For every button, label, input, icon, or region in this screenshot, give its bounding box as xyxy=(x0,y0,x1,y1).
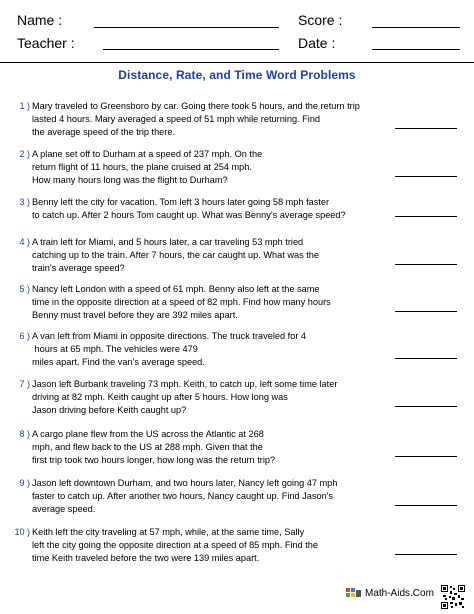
problem-text xyxy=(32,148,387,187)
problem-line: A plane set off to Durham at a speed of 237 mph. On the xyxy=(32,149,263,159)
problem-line: train's average speed? xyxy=(32,263,125,273)
footer-brand xyxy=(346,586,434,600)
problem-line: left the city going the opposite direction at a speed of 85 mph. Find the xyxy=(32,540,319,550)
problem-line: Nancy left London with a speed of 61 mph. Benny also left at the same xyxy=(32,284,320,294)
problem-text xyxy=(32,330,387,369)
problem-line: average speed. xyxy=(32,504,96,514)
problem-text xyxy=(32,196,387,222)
date-label: Date : xyxy=(298,35,336,51)
problem-line: Mary traveled to Greensboro by car. Going there took 5 hours, and the return trip xyxy=(32,101,360,111)
brand-text: Math-Aids.Com xyxy=(365,587,434,599)
problem-line: A cargo plane flew from the US across the Atlantic at 268 xyxy=(32,429,264,439)
answer-line[interactable] xyxy=(395,358,457,359)
name-label: Name : xyxy=(17,12,63,28)
problem-text xyxy=(32,378,387,417)
answer-line[interactable] xyxy=(395,216,457,217)
problem-line: Jason left downtown Durham, and two hours later, Nancy left going 47 mph xyxy=(32,478,338,488)
problem-line: mph, and flew back to the US at 288 mph. Given that the xyxy=(32,442,263,452)
problem-line: time in the opposite direction at a speed of 82 mph. Find how many hours xyxy=(32,297,331,307)
problem-number: 6 ) xyxy=(19,331,30,341)
problem-line: first trip took two hours longer, how long was the return trip? xyxy=(32,455,276,465)
problem-line: the average speed of the trip there. xyxy=(32,127,176,137)
problem-number: 10 ) xyxy=(14,527,30,537)
math-aids-logo-icon xyxy=(346,586,362,600)
score-line[interactable] xyxy=(372,27,460,28)
problem-number: 4 ) xyxy=(19,237,30,247)
answer-line[interactable] xyxy=(395,311,457,312)
problem-line: return flight of 11 hours, the plane cruised at 254 mph. xyxy=(32,162,252,172)
problem-line: catching up to the train. After 7 hours, the car caught up. What was the xyxy=(32,250,320,260)
problem-line: to catch up. After 2 hours Tom caught up. What was Benny's average speed? xyxy=(32,210,346,220)
problem-line: time Keith traveled before the two were 139 miles apart. xyxy=(32,553,260,563)
answer-line[interactable] xyxy=(395,456,457,457)
problem-line: driving at 82 mph. Keith caught up after 5 hours. How long was xyxy=(32,392,288,402)
problem-number: 3 ) xyxy=(19,197,30,207)
problem-line: lasted 4 hours. Mary averaged a speed of 51 mph while returning. Find xyxy=(32,114,321,124)
problem-line: hours at 65 mph. The vehicles were 479 xyxy=(32,344,198,354)
problem-number: 2 ) xyxy=(19,149,30,159)
answer-line[interactable] xyxy=(395,406,457,407)
problem-line: miles apart. Find the van's average speed. xyxy=(32,357,205,367)
problem-number: 5 ) xyxy=(19,284,30,294)
header-rule xyxy=(0,62,474,63)
problem-text xyxy=(32,100,387,139)
problem-number: 9 ) xyxy=(19,478,30,488)
problem-line: A train left for Miami, and 5 hours later, a car traveling 53 mph tried xyxy=(32,237,304,247)
score-label: Score : xyxy=(298,12,343,28)
problem-line: Benny must travel before they are 392 miles apart. xyxy=(32,310,238,320)
teacher-line[interactable] xyxy=(103,49,279,50)
answer-line[interactable] xyxy=(395,505,457,506)
problem-line: How many hours long was the flight to Durham? xyxy=(32,175,228,185)
problem-text xyxy=(32,526,387,565)
name-line[interactable] xyxy=(94,27,279,28)
date-line[interactable] xyxy=(372,49,460,50)
teacher-label: Teacher : xyxy=(17,35,75,51)
answer-line[interactable] xyxy=(395,554,457,555)
problem-line: Jason left Burbank traveling 73 mph. Keith, to catch up, left some time later xyxy=(32,379,338,389)
answer-line[interactable] xyxy=(395,128,457,129)
answer-line[interactable] xyxy=(395,264,457,265)
problem-number: 7 ) xyxy=(19,379,30,389)
problem-text xyxy=(32,477,387,516)
problem-number: 8 ) xyxy=(19,429,30,439)
problem-line: A van left from Miami in opposite directions. The truck traveled for 4 xyxy=(32,331,307,341)
problem-number: 1 ) xyxy=(19,101,30,111)
problem-text xyxy=(32,428,387,467)
problem-text xyxy=(32,283,387,322)
problem-line: Keith left the city traveling at 57 mph, while, at the same time, Sally xyxy=(32,527,305,537)
problem-line: Benny left the city for vacation. Tom left 3 hours later going 58 mph faster xyxy=(32,197,330,207)
qr-code-icon xyxy=(441,585,465,609)
problem-text xyxy=(32,236,387,275)
answer-line[interactable] xyxy=(395,176,457,177)
worksheet-title: Distance, Rate, and Time Word Problems xyxy=(118,68,356,82)
problem-line: Jason driving before Keith caught up? xyxy=(32,405,187,415)
problem-line: faster to catch up. After another two hours, Nancy caught up. Find Jason's xyxy=(32,491,334,501)
